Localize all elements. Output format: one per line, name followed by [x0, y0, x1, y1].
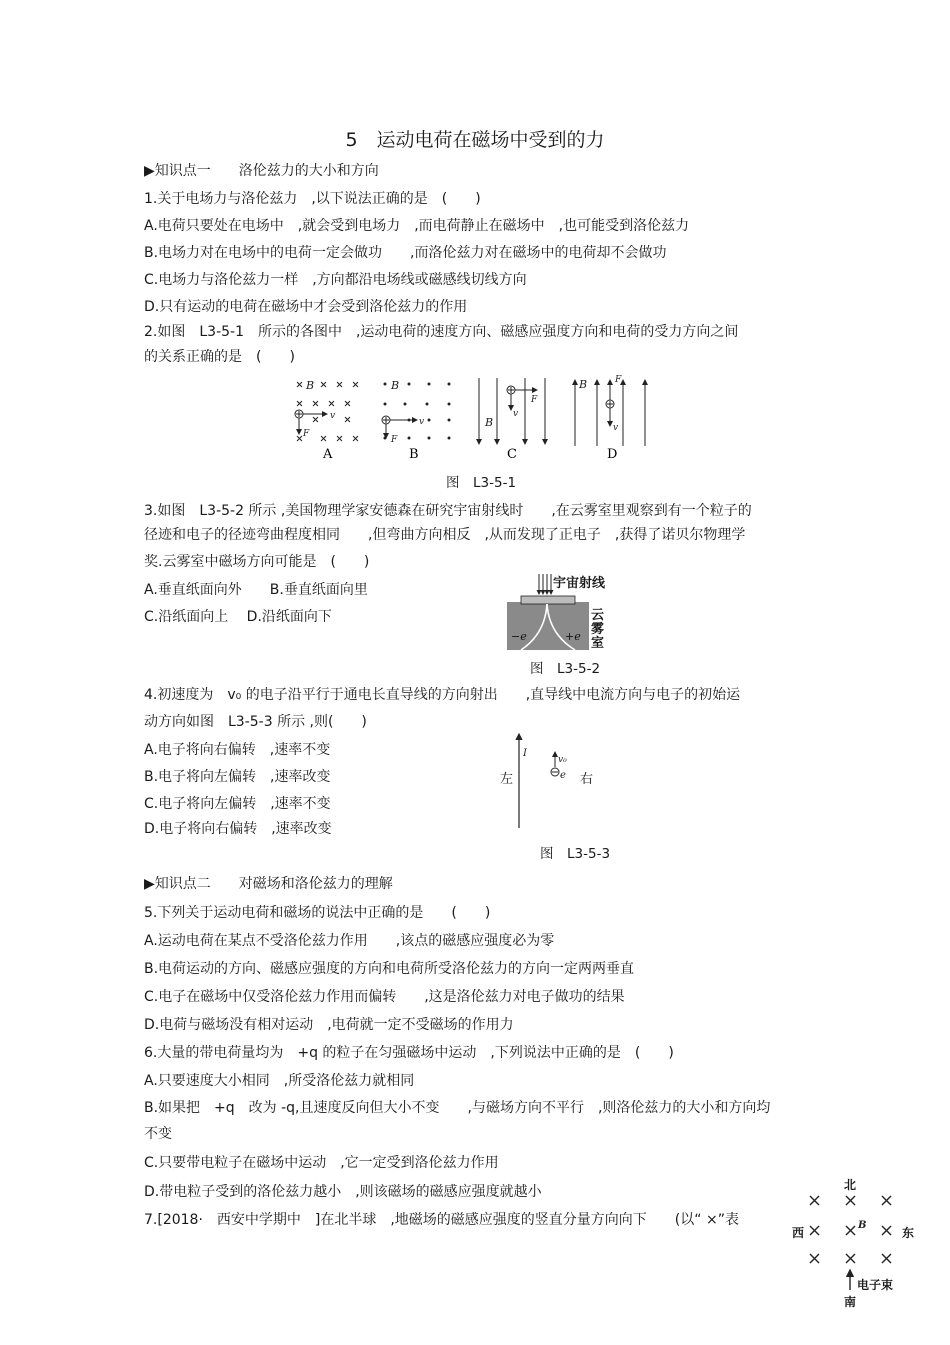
initial-velocity-label: v₀ — [558, 755, 567, 765]
q5-option-d: D.电荷与磁场没有相对运动 ,电荷就一定不受磁场的作用力 — [144, 1017, 514, 1033]
figure-caption-l3-5-1: 图 L3-5-1 — [446, 475, 517, 491]
panel-b-diagram — [382, 379, 451, 445]
q5-option-a: A.运动电荷在某点不受洛伦兹力作用 ,该点的磁感应强度必为零 — [144, 933, 555, 949]
cloud-chamber-label-2: 雾 — [591, 622, 605, 637]
panel-b-f-label: F — [391, 435, 398, 445]
panel-c-label: C — [507, 447, 517, 462]
q5-option-c: C.电子在磁场中仅受洛伦兹力作用而偏转 ,这是洛伦兹力对电子做功的结果 — [144, 989, 625, 1005]
panel-d-b-label: B — [579, 378, 588, 391]
q6-option-d: D.带电粒子受到的洛伦兹力越小 ,则该磁场的磁感应强度就越小 — [144, 1184, 542, 1200]
q1-stem: 1.关于电场力与洛伦兹力 ,以下说法正确的是 ( ) — [144, 191, 481, 207]
current-label: I — [523, 748, 527, 759]
figure-l3-5-1 — [285, 374, 665, 466]
panel-a-f-label: F — [303, 429, 310, 439]
electron-label: e — [560, 770, 566, 781]
panel-b-v-label: v — [419, 417, 425, 427]
q4-option-b: B.电子将向左偏转 ,速率改变 — [144, 769, 331, 785]
panel-d-label: D — [607, 447, 618, 462]
south-label: 南 — [844, 1295, 857, 1309]
panel-c-v-label: v — [513, 409, 519, 419]
q6-stem: 6.大量的带电荷量均为 +q 的粒子在匀强磁场中运动 ,下列说法中正确的是 ( ) — [144, 1045, 674, 1061]
panel-b-b-label: B — [391, 379, 400, 392]
east-label: 东 — [902, 1226, 915, 1240]
q6-option-b-line2: 不变 — [144, 1126, 172, 1142]
q3-stem-line1: 3.如图 L3-5-2 所示 ,美国物理学家安德森在研究宇宙射线时 ,在云雾室里观察到有一个粒子的 — [144, 503, 752, 519]
q3-options-ab: A.垂直纸面向外 B.垂直纸面向里 — [144, 582, 368, 598]
positron-label: +e — [565, 630, 581, 643]
section-heading-1: ▶知识点一 洛伦兹力的大小和方向 — [144, 163, 379, 179]
q5-option-b: B.电荷运动的方向、磁感应强度的方向和电荷所受洛伦兹力的方向一定两两垂直 — [144, 961, 635, 977]
page-title: 5 运动电荷在磁场中受到的力 — [345, 129, 605, 151]
q4-stem-line1: 4.初速度为 v₀ 的电子沿平行于通电长直导线的方向射出 ,直导线中电流方向与电子的初始运 — [144, 687, 741, 703]
panel-d-v-label: v — [613, 423, 619, 433]
panel-d-f-label: F — [615, 375, 622, 385]
q7-b-label: B — [858, 1220, 867, 1231]
figure-q7-field — [800, 1192, 910, 1292]
panel-d-diagram — [575, 375, 645, 446]
q4-option-c: C.电子将向左偏转 ,速率不变 — [144, 796, 331, 812]
panel-a-diagram — [295, 379, 358, 441]
q6-option-c: C.只要带电粒子在磁场中运动 ,它一定受到洛伦兹力作用 — [144, 1155, 499, 1171]
q6-option-b-line1: B.如果把 +q 改为 -q,且速度反向但大小不变 ,与磁场方向不平行 ,则洛伦兹力的大小和方向均 — [144, 1100, 771, 1116]
q3-options-cd: C.沿纸面向上 D.沿纸面向下 — [144, 609, 332, 625]
q6-option-a: A.只要速度大小相同 ,所受洛伦兹力就相同 — [144, 1073, 415, 1089]
panel-a-v-label: v — [330, 411, 336, 421]
q1-option-c: C.电场力与洛伦兹力一样 ,方向都沿电场线或磁感线切线方向 — [144, 272, 527, 288]
q4-stem-line2: 动方向如图 L3-5-3 所示 ,则( ) — [144, 714, 367, 730]
q7-stem: 7.[2018· 西安中学期中 ]在北半球 ,地磁场的磁感应强度的竖直分量方向向下 (以“ ×”表 — [144, 1212, 739, 1228]
negative-electron-label: −e — [511, 630, 527, 643]
q5-stem: 5.下列关于运动电荷和磁场的说法中正确的是 ( ) — [144, 905, 491, 921]
right-label: 右 — [580, 772, 594, 787]
q1-option-b: B.电场力对在电场中的电荷一定会做功 ,而洛伦兹力对在磁场中的电荷却不会做功 — [144, 245, 667, 261]
figure-caption-l3-5-2: 图 L3-5-2 — [530, 661, 601, 677]
q2-stem-line1: 2.如图 L3-5-1 所示的各图中 ,运动电荷的速度方向、磁感应强度方向和电荷的受力方向之间 — [144, 324, 739, 340]
cloud-chamber-label-3: 室 — [591, 636, 605, 651]
panel-c-f-label: F — [531, 395, 538, 405]
q4-option-d: D.电子将向右偏转 ,速率改变 — [144, 821, 332, 837]
q3-stem-line2: 径迹和电子的径迹弯曲程度相同 ,但弯曲方向相反 ,从而发现了正电子 ,获得了诺贝尔物理学 — [144, 527, 746, 543]
panel-a-label: A — [323, 447, 333, 462]
cosmic-ray-label: 宇宙射线 — [553, 576, 606, 591]
panel-b-label: B — [409, 447, 419, 462]
panel-a-b-label: B — [306, 379, 315, 392]
north-label: 北 — [844, 1178, 857, 1192]
electron-beam-label: 电子束 — [857, 1278, 894, 1292]
q1-option-d: D.只有运动的电荷在磁场中才会受到洛伦兹力的作用 — [144, 299, 468, 315]
panel-c-b-label: B — [485, 416, 494, 429]
cloud-chamber-label-1: 云 — [591, 608, 605, 623]
section-heading-2: ▶知识点二 对磁场和洛伦兹力的理解 — [144, 876, 393, 892]
left-label: 左 — [500, 772, 514, 787]
west-label: 西 — [792, 1226, 805, 1240]
q2-stem-line2: 的关系正确的是 ( ) — [144, 349, 295, 365]
q1-option-a: A.电荷只要处在电场中 ,就会受到电场力 ,而电荷静止在磁场中 ,也可能受到洛伦兹力 — [144, 218, 690, 234]
figure-caption-l3-5-3: 图 L3-5-3 — [540, 846, 611, 862]
q4-option-a: A.电子将向右偏转 ,速率不变 — [144, 742, 331, 758]
q3-stem-line3: 奖.云雾室中磁场方向可能是 ( ) — [144, 554, 370, 570]
panel-c-diagram — [479, 378, 545, 444]
